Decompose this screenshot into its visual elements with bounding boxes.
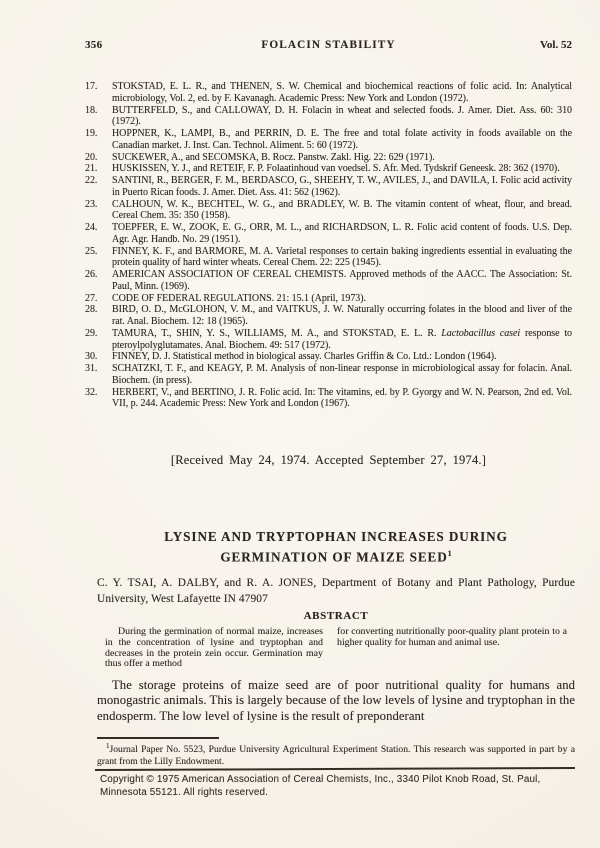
- reference-25: [85, 246, 572, 270]
- footnote: [97, 741, 575, 767]
- volume-label: Vol. 52: [540, 39, 572, 51]
- reference-number: 17.: [85, 81, 98, 92]
- reference-number: 19.: [85, 128, 98, 139]
- copyright-divider-rule: [95, 767, 575, 771]
- reference-number: 21.: [85, 163, 98, 175]
- reference-text: SCHATZKI, T. F., and KEAGY, P. M. Analysis of non-linear response in microbiological assay for folacin. Anal. Biochem. (in press).: [112, 363, 572, 386]
- authors-affiliation-line: C. Y. TSAI, A. DALBY, and R. A. JONES, Department of Botany and Plant Pathology, Purdue University, West Lafayette IN 47907: [97, 577, 575, 605]
- reference-text: response to pteroylpolyglutamates. Anal. Biochem. 49: 517 (1972).: [112, 327, 572, 351]
- footnote-marker: 1: [106, 742, 110, 750]
- reference-number: 18.: [85, 104, 98, 116]
- reference-number: 20.: [85, 151, 98, 163]
- reference-text: HUSKISSEN, Y. J., and RETEIF, F. P. Folaatinhoud van voedsel. S. Afr. Med. Tydskrif Geneesk. 28: 362 (1970).: [112, 163, 560, 175]
- abstract-heading: ABSTRACT: [303, 610, 369, 622]
- abstract-column-left: During the germination of normal maize, increases in the concentration of lysine and tryptophan and decreases in the protein zein occur. Germination may thus offer a method: [105, 626, 323, 670]
- reference-text: TAMURA, T., SHIN, Y. S., WILLIAMS, M. A., and STOKSTAD, E. L. R.: [112, 327, 442, 339]
- reference-number: 24.: [85, 222, 98, 233]
- reference-text: SUCKEWER, A., and SECOMSKA, B. Rocz. Panstw. Zakl. Hig. 22: 629 (1971).: [112, 151, 435, 163]
- reference-23: [85, 199, 572, 223]
- abstract-columns: [105, 627, 567, 670]
- reference-number: 27.: [85, 292, 98, 304]
- reference-text: CODE OF FEDERAL REGULATIONS. 21: 15.1 (April, 1973).: [112, 292, 366, 304]
- reference-27: [85, 293, 572, 305]
- reference-32: [85, 387, 572, 411]
- reference-text: SANTINI, R., BERGER, F. M., BERDASCO, G., SHEEHY, T. W., AVILES, J., and DAVILA, I. Folic acid activity in Puerto Rican foods. J. Amer. Diet. Ass. 41: 562 (1962).: [112, 175, 572, 198]
- reference-text: AMERICAN ASSOCIATION OF CEREAL CHEMISTS. Approved methods of the AACC. The Association: St. Paul, Minn. (1969).: [112, 269, 572, 292]
- reference-number: 29.: [85, 327, 98, 339]
- reference-number: 32.: [85, 386, 98, 398]
- reference-30: [85, 351, 572, 363]
- reference-number: 28.: [85, 304, 98, 316]
- running-head: [85, 39, 572, 51]
- article-title-line2: GERMINATION OF MAIZE SEED: [220, 548, 448, 564]
- reference-18: [85, 105, 572, 129]
- reference-24: [85, 222, 572, 246]
- reference-29: [85, 328, 572, 352]
- reference-31: [85, 363, 572, 387]
- reference-text: FINNEY, K. F., and BARMORE, M. A. Varietal responses to certain baking ingredients essential in evaluating the protein quality of hard winter wheats. Cereal Chem. 22: 225 (1945).: [112, 245, 572, 269]
- reference-20: [85, 152, 572, 164]
- reference-21: [85, 163, 572, 175]
- reference-number: 23.: [85, 198, 98, 210]
- article-title: [97, 529, 575, 565]
- reference-text: CALHOUN, W. K., BECHTEL, W. G., and BRADLEY, W. B. The vitamin content of wheat, flour, and bread. Cereal Chem. 35: 350 (1958).: [112, 198, 572, 222]
- reference-number: 25.: [85, 245, 98, 257]
- reference-22: [85, 175, 572, 199]
- reference-number: 26.: [85, 269, 98, 280]
- reference-list: [85, 81, 572, 410]
- reference-text: BUTTERFELD, S., and CALLOWAY, D. H. Folacin in wheat and selected foods. J. Amer. Diet. Ass. 60: 310 (1972).: [112, 104, 572, 128]
- reference-number: 30.: [85, 351, 98, 363]
- reference-number: 22.: [85, 175, 98, 186]
- body-paragraph: The storage proteins of maize seed are of poor nutritional quality for humans and monogastric animals. This is largely because of the low levels of lysine and tryptophan in the endosperm. The low level of lysine is the result of preponderant: [97, 678, 575, 723]
- received-accepted-line: [Received May 24, 1974. Accepted September 27, 1974.]: [170, 453, 487, 467]
- reference-text: STOKSTAD, E. L. R., and THENEN, S. W. Chemical and biochemical reactions of folic acid. In: Analytical microbiology, Vol. 2, ed. by F. Kavanagh. Academic Press: New York and London (1972).: [112, 81, 572, 104]
- reference-text: HERBERT, V., and BERTINO, J. R. Folic acid. In: The vitamins, ed. by P. Gyorgy and W. N. Pearson, 2nd ed. Vol. VII, p. 244. Academic Press: New York and London (1967).: [112, 386, 572, 410]
- reference-19: [85, 128, 572, 152]
- footnote-divider-rule: [97, 737, 219, 739]
- title-footnote-marker: 1: [447, 548, 452, 558]
- page-number: 356: [85, 39, 103, 51]
- reference-text: FINNEY, D. J. Statistical method in biological assay. Charles Griffin & Co. Ltd.: London (1964).: [112, 351, 497, 363]
- reference-26: [85, 269, 572, 293]
- reference-28: [85, 304, 572, 328]
- footnote-text: Journal Paper No. 5523, Purdue University Agricultural Experiment Station. This research was supported in part by a grant from the Lilly Endowment.: [97, 744, 575, 767]
- reference-17: [85, 81, 572, 105]
- reference-text: BIRD, O. D., McGLOHON, V. M., and VAITKUS, J. W. Naturally occurring folates in the blood and liver of the rat. Anal. Biochem. 12: 18 (1965).: [112, 304, 572, 327]
- running-title: FOLACIN STABILITY: [261, 39, 396, 51]
- abstract-column-right: for converting nutritionally poor-quality plant protein to a higher quality for human and animal use.: [337, 626, 567, 648]
- article-title-line1: LYSINE AND TRYPTOPHAN INCREASES DURING: [164, 529, 508, 544]
- copyright-notice: Copyright © 1975 American Association of Cereal Chemists, Inc., 3340 Pilot Knob Road, St. Paul, Minnesota 55121. All rights reserved.: [100, 774, 541, 798]
- reference-text: HOPPNER, K., LAMPI, B., and PERRIN, D. E. The free and total folate activity in foods available on the Canadian market. J. Inst. Can. Technol. Aliment. 5: 60 (1972).: [112, 128, 572, 151]
- reference-italic-species: Lactobacillus casei: [441, 327, 521, 339]
- reference-text: TOEPFER, E. W., ZOOK, E. G., ORR, M. L., and RICHARDSON, L. R. Folic acid content of foods. U.S. Dep. Agr. Agr. Handb. No. 29 (1951).: [112, 222, 572, 245]
- reference-number: 31.: [85, 363, 98, 374]
